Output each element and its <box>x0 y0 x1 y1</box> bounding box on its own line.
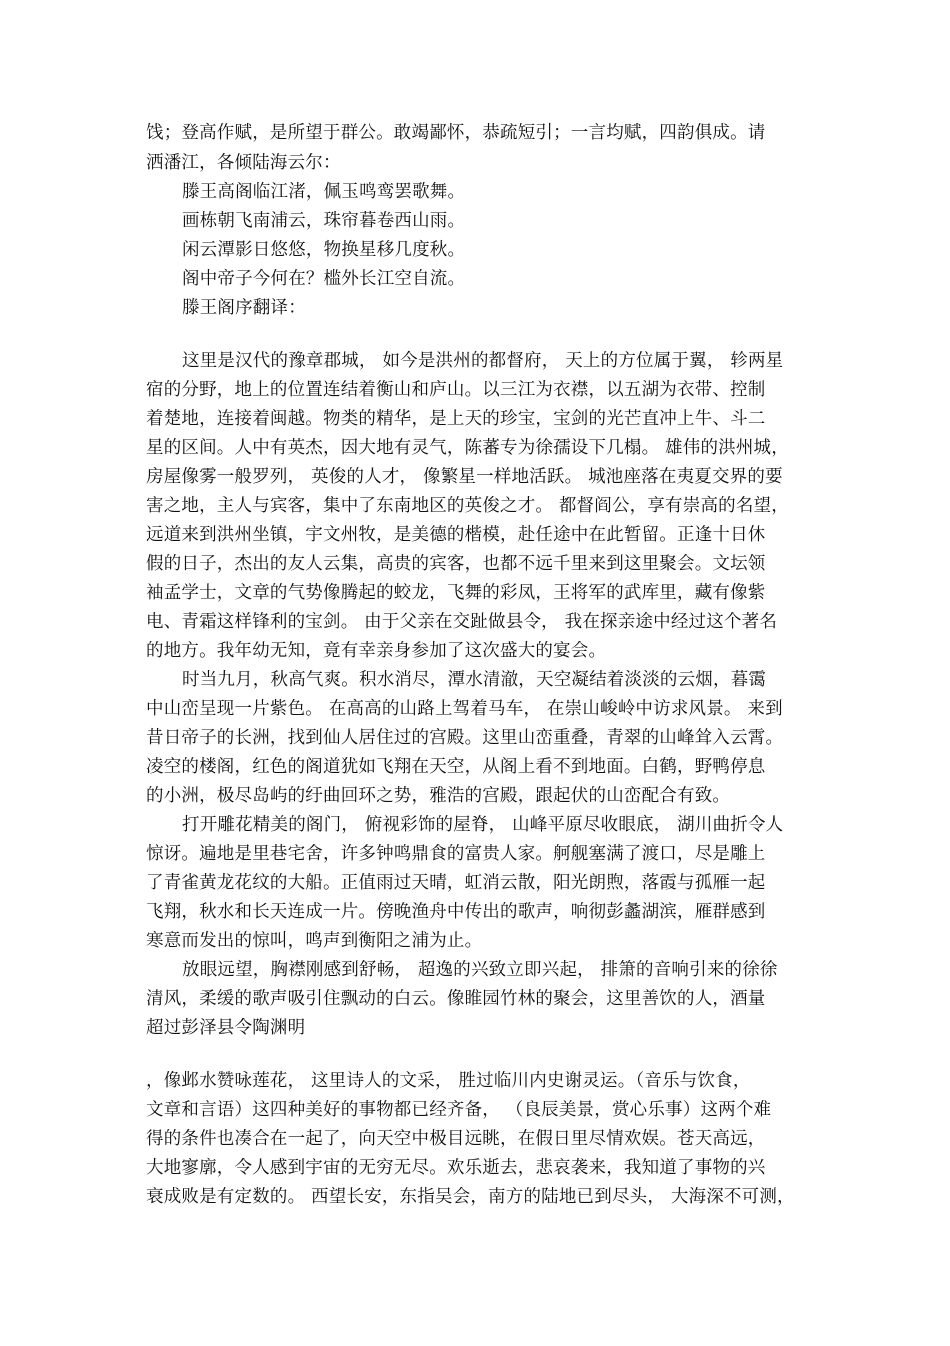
text-line: 清风，柔缓的歌声吸引住飘动的白云。像睢园竹林的聚会，这里善饮的人，酒量 <box>146 989 766 1009</box>
text-line: 远道来到洪州坐镇，宇文州牧，是美德的楷模，赴任途中在此暂留。正逢十日休 <box>146 525 766 545</box>
text-line: 宿的分野，地上的位置连结着衡山和庐山。以三江为衣襟，以五湖为衣带、控制 <box>146 380 766 400</box>
text-line: 害之地，主人与宾客，集中了东南地区的英俊之才。 都督阎公，享有崇高的名望， <box>146 496 789 516</box>
text-line: 着楚地，连接着闽越。物类的精华，是上天的珍宝，宝剑的光芒直冲上牛、斗二 <box>146 409 766 429</box>
text-line: 飞翔，秋水和长天连成一片。傍晚渔舟中传出的歌声，响彻彭蠡湖滨，雁群感到 <box>146 902 766 922</box>
text-line: 打开雕花精美的阁门， 俯视彩饰的屋脊， 山峰平原尽收眼底， 湖川曲折令人 <box>182 815 784 835</box>
text-line: 放眼远望，胸襟刚感到舒畅， 超逸的兴致立即兴起， 排箫的音响引来的徐徐 <box>182 960 778 980</box>
text-line: 超过彭泽县令陶渊明 <box>146 1018 306 1038</box>
text-line: 了青雀黄龙花纹的大船。正值雨过天晴，虹消云散，阳光朗煦，落霞与孤雁一起 <box>146 873 766 893</box>
text-line: 袖孟学士，文章的气势像腾起的蛟龙，飞舞的彩凤，王将军的武库里，藏有像紫 <box>146 583 766 603</box>
text-line: 这里是汉代的豫章郡城， 如今是洪州的都督府， 天上的方位属于翼， 轸两星 <box>182 351 784 371</box>
text-line: 文章和言语）这四种美好的事物都已经齐备， （良辰美景，赏心乐事）这两个难 <box>146 1100 772 1120</box>
text-line: 时当九月，秋高气爽。积水消尽，潭水清澈，天空凝结着淡淡的云烟，暮霭 <box>182 670 767 690</box>
text-line: 电、青霜这样锋利的宝剑。 由于父亲在交趾做县令， 我在探亲途中经过这个著名 <box>146 612 778 632</box>
text-line: 的地方。我年幼无知，竟有幸亲身参加了这次盛大的宴会。 <box>146 641 607 661</box>
text-line: ，像邺水赞咏莲花， 这里诗人的文采， 胜过临川内史谢灵运。（音乐与饮食， <box>146 1071 751 1091</box>
poem-line: 闲云潭影日悠悠，物换星移几度秋。 <box>182 240 466 260</box>
text-line: 中山峦呈现一片紫色。 在高高的山路上驾着马车， 在崇山峻岭中访求风景。 来到 <box>146 699 783 719</box>
text-line: 星的区间。人中有英杰，因大地有灵气，陈蕃专为徐孺设下几榻。 雄伟的洪州城， <box>146 438 789 458</box>
text-line: 房屋像雾一般罗列， 英俊的人才， 像繁星一样地活跃。 城池座落在夷夏交界的要 <box>146 467 783 487</box>
text-line: 昔日帝子的长洲，找到仙人居住过的宫殿。这里山峦重叠，青翠的山峰耸入云霄。 <box>146 728 784 748</box>
poem-line: 画栋朝飞南浦云，珠帘暮卷西山雨。 <box>182 211 466 231</box>
text-line: 大地寥廓，令人感到宇宙的无穷无尽。欢乐逝去，悲哀袭来，我知道了事物的兴 <box>146 1158 766 1178</box>
poem-line: 阁中帝子今何在？槛外长江空自流。 <box>182 269 466 289</box>
text-line: 惊讶。遍地是里巷宅舍，许多钟鸣鼎食的富贵人家。舸舰塞满了渡口，尽是雕上 <box>146 844 766 864</box>
text-line: 假的日子，杰出的友人云集，高贵的宾客，也都不远千里来到这里聚会。文坛领 <box>146 554 766 574</box>
poem-line: 滕王高阁临江渚，佩玉鸣鸾罢歌舞。 <box>182 182 466 202</box>
text-line: 饯；登高作赋，是所望于群公。敢竭鄙怀，恭疏短引；一言均赋，四韵俱成。请 <box>146 123 766 143</box>
text-line: 衰成败是有定数的。 西望长安，东指吴会，南方的陆地已到尽头， 大海深不可测， <box>146 1187 795 1207</box>
text-line: 凌空的楼阁，红色的阁道犹如飞翔在天空，从阁上看不到地面。白鹤，野鸭停息 <box>146 757 766 777</box>
text-line: 得的条件也凑合在一起了，向天空中极目远眺，在假日里尽情欢娱。苍天高远， <box>146 1129 766 1149</box>
text-line: 的小洲，极尽岛屿的纡曲回环之势，雅浩的宫殿，跟起伏的山峦配合有致。 <box>146 786 731 806</box>
text-line: 寒意而发出的惊叫，鸣声到衡阳之浦为止。 <box>146 931 483 951</box>
section-heading: 滕王阁序翻译： <box>182 298 306 318</box>
text-line: 洒潘江，各倾陆海云尔： <box>146 153 341 173</box>
